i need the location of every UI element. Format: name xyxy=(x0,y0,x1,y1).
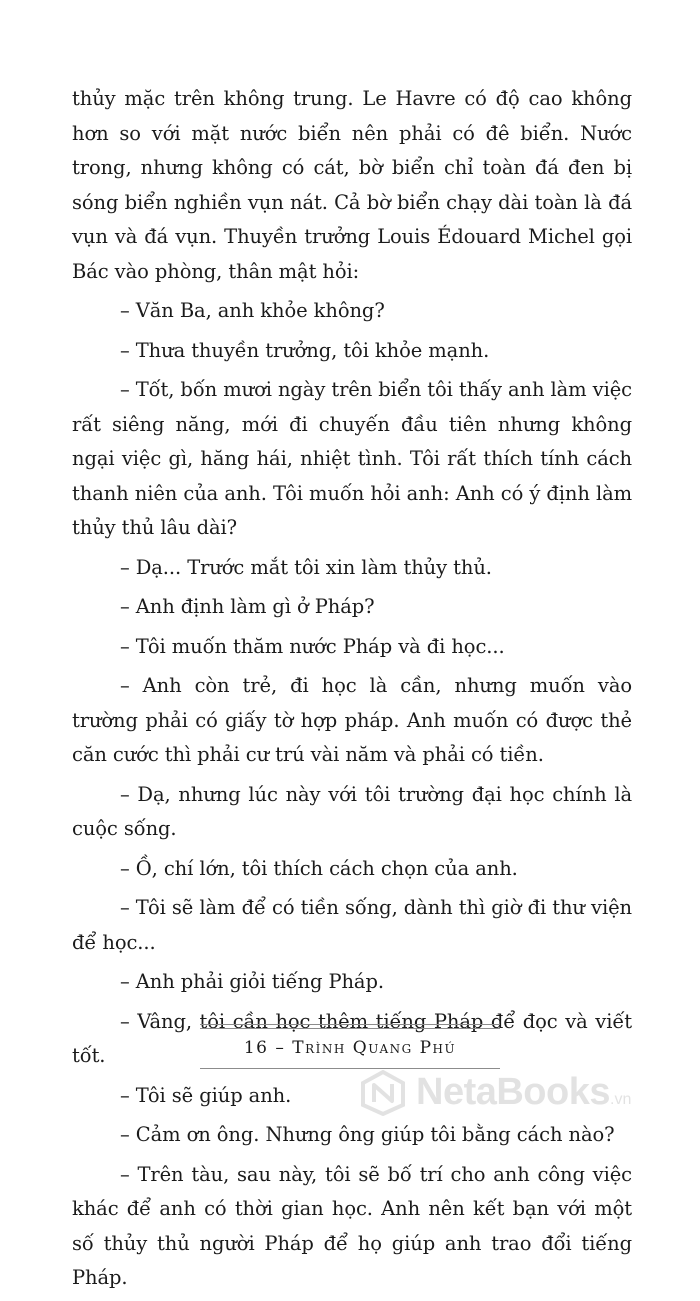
paragraph: – Văn Ba, anh khỏe không? xyxy=(120,299,385,322)
paragraph: – Tôi muốn thăm nước Pháp và đi học... xyxy=(120,634,505,658)
footer-rule-top xyxy=(200,1024,500,1025)
paragraph: – Ồ, chí lớn, tôi thích cách chọn của anh. xyxy=(120,856,518,880)
paragraph: thủy mặc trên không trung. Le Havre có độ cao không hơn so với mặt nước biển nên phải có đê biển. Nước trong, nhưng không có cát, bờ biển chỉ toàn đá đen bị sóng biển nghiền vụn nát. Cả bờ biển chạy dài toàn là đá vụn và đá vụn. Thuyền trưởng Louis Édouard Michel gọi Bác vào phòng, thân mật hỏi: xyxy=(72,87,632,283)
page-number: 16 xyxy=(243,1038,269,1058)
watermark xyxy=(360,1068,695,1116)
watermark-brand: NetaBooks xyxy=(416,1071,610,1113)
paragraph: – Tôi sẽ làm để có tiền sống, dành thì giờ đi thư viện để học... xyxy=(72,896,632,954)
paragraph: – Tốt, bốn mươi ngày trên biển tôi thấy anh làm việc rất siêng năng, mới đi chuyến đầu tiên nhưng không ngại việc gì, hăng hái, nhiệt tình. Tôi rất thích tính cách thanh niên của anh. Tôi muốn hỏi anh: Anh có ý định làm thủy thủ lâu dài? xyxy=(72,378,632,539)
paragraph: – Trên tàu, sau này, tôi sẽ bố trí cho anh công việc khác để anh có thời gian học. Anh nên kết bạn với một số thủy thủ người Pháp để họ giúp anh trao đổi tiếng Pháp. xyxy=(72,1162,632,1289)
paragraph: – Tôi sẽ giúp anh. xyxy=(120,1083,292,1107)
paragraph: – Vâng, tôi cần học thêm tiếng Pháp để đọc và viết tốt. xyxy=(72,1009,632,1067)
paragraph: – Anh còn trẻ, đi học là cần, nhưng muốn vào trường phải có giấy tờ hợp pháp. Anh muốn có được thẻ căn cước thì phải cư trú vài năm và phải có tiền. xyxy=(72,674,632,766)
netabooks-logo-icon xyxy=(360,1070,406,1116)
footer-separator: – xyxy=(275,1038,286,1058)
footer-rule-top-inner xyxy=(200,1028,500,1029)
footer-label xyxy=(200,1038,500,1058)
paragraph: – Anh định làm gì ở Pháp? xyxy=(120,595,375,618)
paragraph: – Thưa thuyền trưởng, tôi khỏe mạnh. xyxy=(120,338,490,362)
page-footer xyxy=(200,1024,500,1070)
paragraph: – Cảm ơn ông. Nhưng ông giúp tôi bằng cách nào? xyxy=(120,1123,615,1146)
footer-author: Trình Quang Phú xyxy=(292,1038,457,1058)
paragraph: – Dạ... Trước mắt tôi xin làm thủy thủ. xyxy=(120,555,492,579)
paragraph: – Dạ, nhưng lúc này với tôi trường đại học chính là cuộc sống. xyxy=(72,782,632,840)
watermark-text xyxy=(416,1070,631,1122)
watermark-domain: .vn xyxy=(610,1091,632,1108)
paragraph: – Anh phải giỏi tiếng Pháp. xyxy=(120,970,384,993)
